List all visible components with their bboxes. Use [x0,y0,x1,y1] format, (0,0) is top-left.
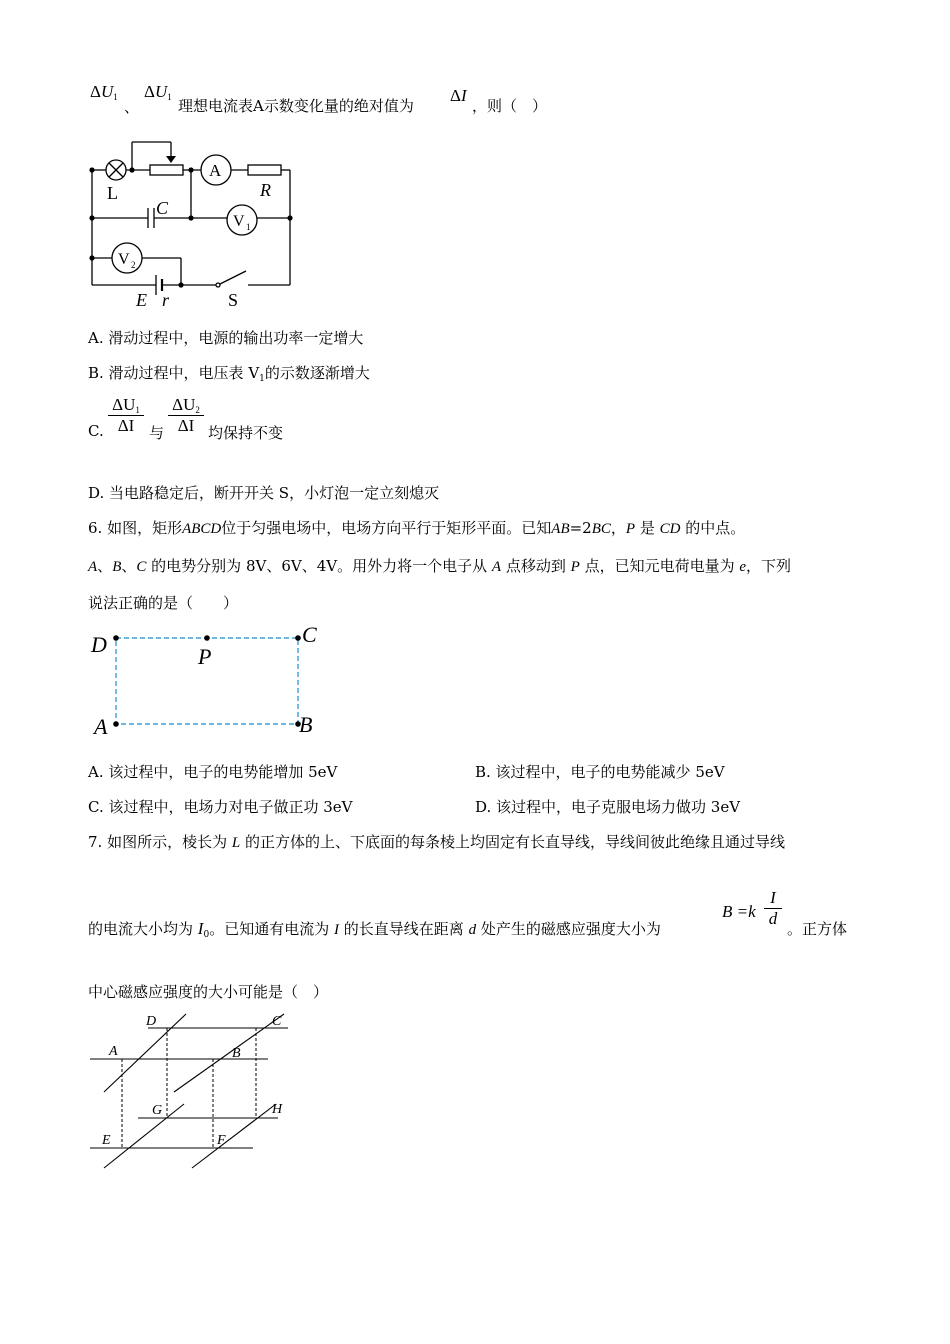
q5-line-text: 理想电流表A示数变化量的绝对值为 [178,97,414,115]
delta-u1-second: $\Delta U_1$ [144,82,172,102]
circuit-diagram [80,130,310,315]
q6-option-a: A. 该过程中，电子的电势能增加 5eV [88,763,338,781]
cube-figure [88,1010,308,1170]
cube-label-e: E [102,1133,111,1148]
delta-i: ΔI [450,86,467,105]
q6-option-d: D. 该过程中，电子克服电场力做功 3eV [475,798,741,816]
q7-line-3: 中心磁感应强度的大小可能是（ ） [88,983,329,1001]
q5-line-end: ，则（ ） [472,97,548,115]
label-d: D [91,632,107,657]
q7-line-1: 7. 如图所示，棱长为 L 的正方体的上、下底面的每条棱上均固定有长直导线，导线间彼此绝缘且通过导线 [88,833,786,851]
label-a: A [94,714,108,739]
label-v1-sub: 1 [246,222,251,232]
q5-option-c-label: C. [88,422,104,440]
cube-label-f: F [217,1133,226,1148]
q6-line-2: A、B、C 的电势分别为 8V、6V、4V。用外力将一个电子从 A 点移动到 P 点，已知元电荷电量为 e，下列 [88,557,792,575]
label-b: B [299,712,313,737]
label-capacitor: C [156,198,169,218]
rectangle-figure [88,620,328,740]
q5-option-a: A. 滑动过程中，电源的输出功率一定增大 [88,329,364,347]
label-p: P [198,644,212,669]
q5-option-c-suffix: 均保持不变 [208,424,284,442]
cube-label-b: B [232,1046,241,1061]
label-emf: E [136,290,147,310]
label-switch: S [228,290,239,310]
q7-line-2-end: 。正方体 [787,920,848,938]
label-internal-r: r [162,290,170,310]
fraction-du2-di: $\frac{\Delta U_2}{\Delta I}$ [168,395,204,436]
label-v2: V [118,251,130,268]
fraction-du1-di: $\frac{\Delta U_1}{\Delta I}$ [108,395,144,436]
rheostat-icon [150,165,183,175]
q6-option-b: B. 该过程中，电子的电势能减少 5eV [475,763,725,781]
cube-label-h: H [272,1102,283,1117]
formula-lhs: B =k [722,902,756,921]
label-c: C [302,622,317,647]
cube-label-a: A [109,1044,118,1059]
resistor-icon [248,165,281,175]
delta-u1-first: $\Delta U_1$ [90,82,118,102]
cube-label-c: C [272,1014,282,1029]
separator: 、 [124,98,140,116]
q5-option-d: D. 当电路稳定后，断开开关 S，小灯泡一定立刻熄灭 [88,484,440,502]
q7-line-2: 的电流大小均为 $I_0$。已知通有电流为 I 的长直导线在距离 d 处产生的磁感应强度大小为 [88,919,661,940]
label-resistor: R [260,180,271,200]
label-ammeter: A [209,161,222,180]
formula-fraction: $\frac{I}{d}$ [764,888,782,929]
q6-line-3: 说法正确的是（ ） [88,594,239,612]
q5-option-c-mid: 与 [149,424,165,442]
label-v1: V [233,213,245,230]
cube-label-g: G [152,1103,163,1118]
q6-line-1: 6. 如图，矩形ABCD位于匀强电场中，电场方向平行于矩形平面。已知AB=2BC，P 是 CD 的中点。 [88,519,746,537]
switch-icon [216,283,220,287]
q6-option-c: C. 该过程中，电场力对电子做正功 3eV [88,798,353,816]
label-v2-sub: 2 [131,260,136,270]
cube-label-d: D [146,1014,157,1029]
label-lamp: L [107,183,118,203]
q5-option-b: B. 滑动过程中，电压表 $V_1$的示数逐渐增大 [88,364,370,384]
